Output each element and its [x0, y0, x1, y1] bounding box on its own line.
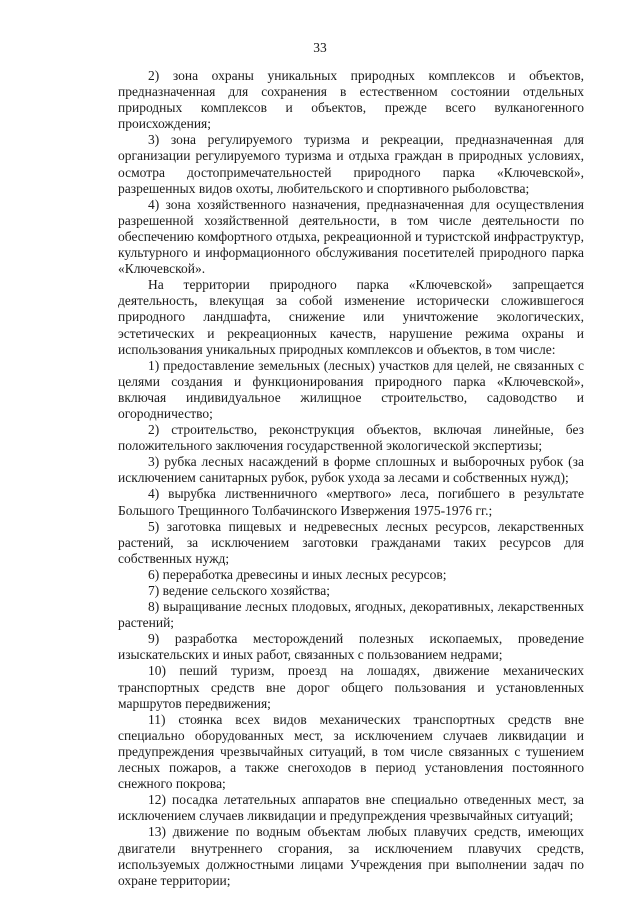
paragraph: 2) строительство, реконструкция объектов, включая линейные, без положительного заключения государственной экологической экспертизы;: [118, 422, 584, 454]
paragraph: 11) стоянка всех видов механических транспортных средств вне специально оборудованных мест, за исключением случаев ликвидации и предупреждения чрезвычайных ситуаций, в том числе связанных с тушением лесных пожаров, а также снегоходов в период установления постоянного снежного покрова;: [118, 711, 584, 792]
paragraph: 4) вырубка лиственничного «мертвого» леса, погибшего в результате Большого Трещинного Толбачинского Извержения 1975-1976 гг.;: [118, 486, 584, 518]
paragraph: На территории природного парка «Ключевской» запрещается деятельность, влекущая за собой изменение исторически сложившегося природного ландшафта, снижение или уничтожение экологических, эстетических и рекреационных качеств, нарушение режима охраны и использования уникальных природных комплексов и объектов, в том числе:: [118, 277, 584, 357]
paragraph: 4) зона хозяйственного назначения, предназначенная для осуществления разрешенной хозяйственной деятельности, в том числе деятельности по обеспечению комфортного отдыха, рекреационной и туристской инфраструктур, культурного и информационного обслуживания посетителей природного парка «Ключевской».: [118, 196, 584, 277]
paragraph: 3) зона регулируемого туризма и рекреации, предназначенная для организации регулируемого туризма и отдыха граждан в природных условиях, осмотра достопримечательностей природного парка «Ключевской», разрешенных видов охоты, любительского и спортивного рыболовства;: [118, 132, 584, 196]
paragraph: 5) заготовка пищевых и недревесных лесных ресурсов, лекарственных растений, за исключением заготовки гражданами таких ресурсов для собственных нужд;: [118, 518, 584, 566]
paragraph: 13) движение по водным объектам любых плавучих средств, имеющих двигатели внутреннего сгорания, за исключением плавучих средств, используемых должностными лицами Учреждения при выполнении задач по охране территории;: [118, 824, 584, 888]
paragraph: 1) предоставление земельных (лесных) участков для целей, не связанных с целями создания и функционирования природного парка «Ключевской», включая индивидуальное жилищное строительство, садоводство и огородничество;: [118, 357, 584, 421]
page-number: 33: [313, 40, 327, 55]
paragraph: 9) разработка месторождений полезных ископаемых, проведение изыскательских и иных работ, связанных с пользованием недрами;: [118, 631, 584, 663]
paragraph: 10) пеший туризм, проезд на лошадях, движение механических транспортных средств вне дорог общего пользования и установленных маршрутов передвижения;: [118, 663, 584, 711]
document-body: [118, 68, 584, 889]
paragraph: 6) переработка древесины и иных лесных ресурсов;: [148, 566, 447, 582]
paragraph: 3) рубка лесных насаждений в форме сплошных и выборочных рубок (за исключением санитарных рубок, рубок ухода за лесами и собственных нужд);: [118, 454, 584, 486]
paragraph: 8) выращивание лесных плодовых, ягодных, декоративных, лекарственных растений;: [118, 599, 584, 631]
paragraph: 7) ведение сельского хозяйства;: [148, 583, 330, 598]
paragraph: 2) зона охраны уникальных природных комплексов и объектов, предназначенная для сохранения в естественном состоянии отдельных природных комплексов и объектов, прежде всего вулканогенного происхождения;: [118, 68, 584, 132]
paragraph: 12) посадка летательных аппаратов вне специально отведенных мест, за исключением случаев ликвидации и предупреждения чрезвычайных ситуаций;: [118, 792, 584, 824]
